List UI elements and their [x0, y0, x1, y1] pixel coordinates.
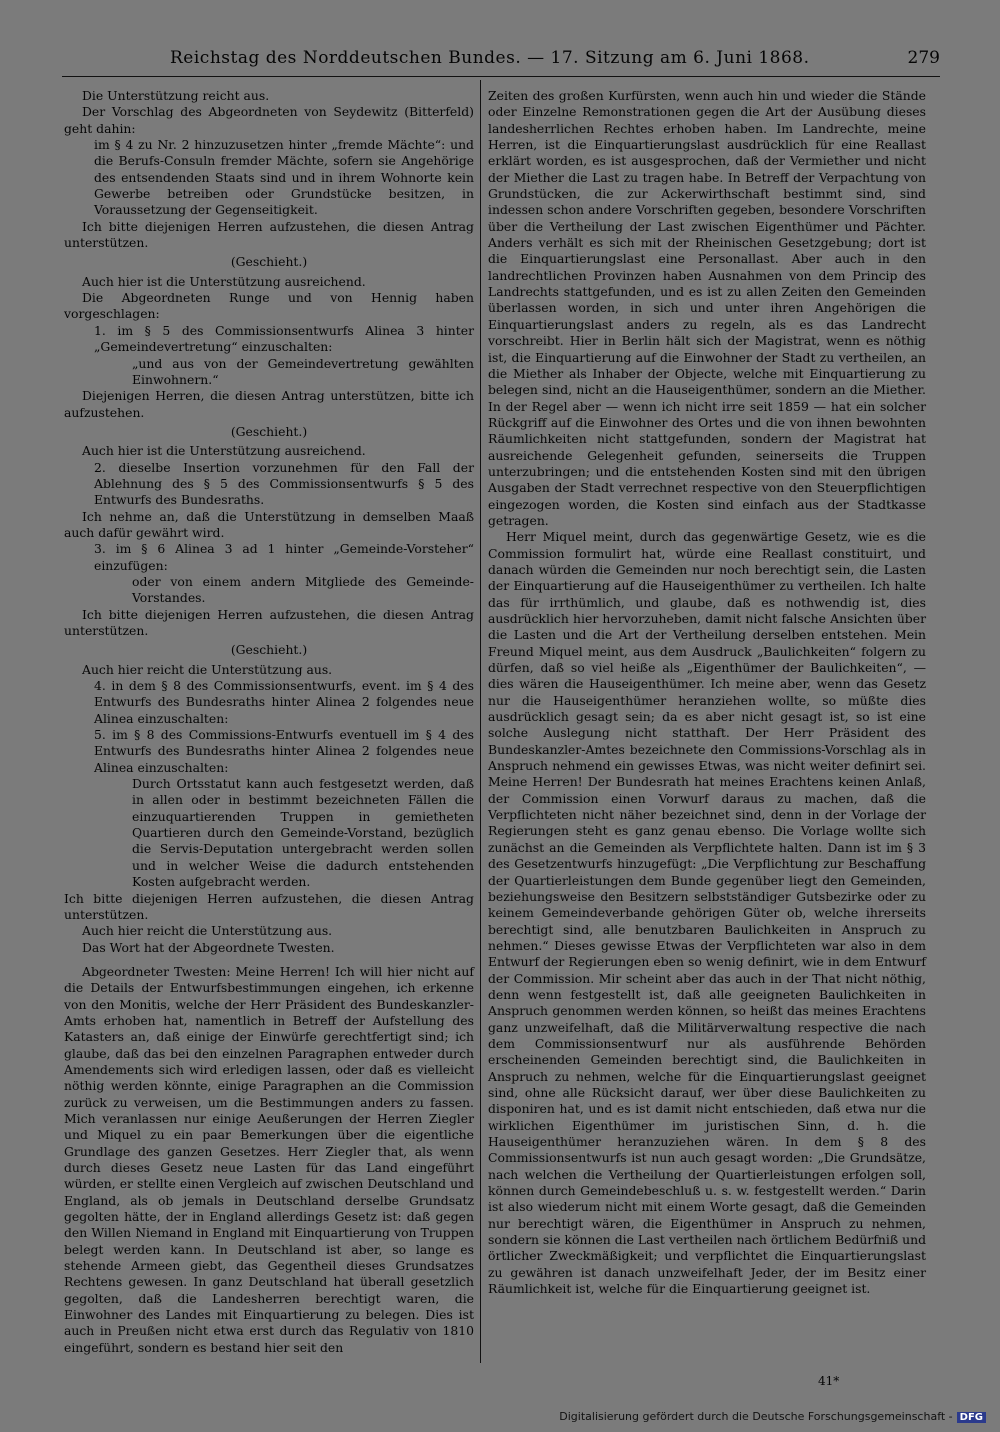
- header-rule: [62, 76, 940, 77]
- page-header: [60, 48, 940, 76]
- paragraph: Die Unterstützung reicht aus.: [82, 88, 270, 103]
- paragraph: (Geschieht.): [230, 423, 308, 439]
- paragraph: Durch Ortsstatut kann auch festgesetzt werden, daß in allen oder in bestimmt bezeichneten Fällen die einzuquartierenden Truppen in gemietheten Quartieren durch den Gemeinde-Vorstand, bezüglich die Servis-Deputation untergebracht werden sollen und in welcher Weise die dadurch entstehenden Kosten aufgebracht werden.: [132, 776, 474, 890]
- paragraph: oder von einem andern Mitgliede des Gemeinde-Vorstandes.: [132, 573, 474, 606]
- page-number: 279: [907, 48, 940, 68]
- paragraph: Herr Miquel meint, durch das gegenwärtige Gesetz, wie es die Commission formulirt hat, würde eine Reallast constituirt, und danach würden die Gemeinden nur noch berechtigt sein, die Lasten der Einquartierung auf die Hauseigenthümer zu vertheilen. Ich halte das für irrthümlich, und glaube, daß es nothwendig ist, dies ausdrücklich hier hervorzuheben, damit nicht falsche Ansichten über die Lasten und die Art der Vertheilung derselben entstehen. Mein Freund Miquel meint, aus dem Ausdruck „Baulichkeiten“ folgern zu dürfen, daß so viel heiße als „Eigenthümer der Baulichkeiten“, — dies wären die Hauseigenthümer. Ich meine aber, wenn das Gesetz nur die Hauseigenthümer heranziehen wollte, so müßte dies ausdrücklich gesagt sein; da es aber nicht gesagt ist, so ist eine solche Auslegung nicht statthaft. Der Herr Präsident des Bundeskanzler-Amtes bezeichnete den Commissions-Vorschlag als in Anspruch nehmend ein gewisses Etwas, was nicht weiter definirt sei. Meine Herren! Der Bundesrath hat meines Erachtens keinen Anlaß, der Commission einen Vorwurf daraus zu machen, daß die Verpflichteten nicht näher bezeichnet sind, denn in der Vorlage der Regierungen steht es ganz genau ebenso. Die Vorlage wollte sich zunächst an die Gemeinden als Verpflichtete halten. Dann ist im § 3 des Gesetzentwurfs hinzugefügt: „Die Verpflichtung zur Beschaffung der Quartierleistungen dem Bunde gegenüber liegt den Gemeinden, beziehungsweise den Besitzern selbstständiger Gutsbezirke oder zu keinem Gemeindeverbande gehörigen Güter ob, welche ihrerseits berechtigt sind, alle benutzbaren Baulichkeiten in Anspruch zu nehmen.“ Dieses gewisse Etwas der Verpflichteten war also in dem Entwurf der Regierungen eben so wenig definirt, wie in dem Entwurf der Commission. Mir scheint aber das auch in der That nicht nöthig, denn wenn festgestellt ist, daß alle geeigneten Baulichkeiten in Anspruch genommen werden können, so heißt das meines Erachtens ganz unzweifelhaft, daß die Militärverwaltung respective die nach dem Commissionsentwurf nur als ausführende Behörden erscheinenden Gemeinden berechtigt sind, die Baulichkeiten in Anspruch zu nehmen, welche für die Einquartierungslast geeignet sind, ohne alle Rücksicht darauf, wer über diese Baulichkeiten zu disponiren hat, und es ist damit nicht entschieden, daß etwa nur die wirklichen Eigenthümer im juristischen Sinn, d. h. die Hauseigenthümer heranzuziehen wären. In dem § 8 des Commissionsentwurfs ist nun auch gesagt worden: „Die Grundsätze, nach welchen die Vertheilung der Quartierleistungen erfolgen soll, können durch Gemeindebeschluß u. s. w. festgestellt werden.“ Darin ist also wiederum nicht mit einem Worte gesagt, daß die Gemeinden nur berechtigt wären, die Eigenthümer in Anspruch zu nehmen, sondern sie können die Last vertheilen nach örtlichem Bedürfniß und örtlicher Zweckmäßigkeit; und verpflichtet die Einquartierungslast zu gewähren ist danach unzweifelhaft Jeder, der im Besitz einer Räumlichkeit ist, welche für die Einquartierung geeignet ist.: [488, 529, 926, 1297]
- dfg-logo: DFG: [957, 1412, 986, 1423]
- paragraph: Auch hier reicht die Unterstützung aus.: [82, 923, 333, 939]
- footer-credit: [559, 1410, 986, 1423]
- paragraph: Das Wort hat der Abgeordnete Twesten.: [82, 939, 335, 955]
- paragraph: Auch hier ist die Unterstützung ausreichend.: [82, 443, 366, 459]
- paragraph: im § 4 zu Nr. 2 hinzuzusetzen hinter „fremde Mächte“: und die Berufs-Consuln fremder Mächte, sofern sie Angehörige des entsendenden Staats sind und in ihrem Wohnorte kein Gewerbe betreiben oder Grundstücke besitzen, in Voraussetzung der Gegenseitigkeit.: [94, 137, 474, 218]
- paragraph: „und aus von der Gemeindevertretung gewählten Einwohnern.“: [132, 355, 474, 387]
- paragraph: 3. im § 6 Alinea 3 ad 1 hinter „Gemeinde-Vorsteher“ einzufügen:: [94, 541, 474, 573]
- paragraph: (Geschieht.): [230, 642, 308, 658]
- paragraph: 5. im § 8 des Commissions-Entwurfs eventuell im § 4 des Entwurfs des Bundesraths hinter Alinea 2 folgendes neue Alinea einzuschalten:: [94, 727, 474, 775]
- footer-text: Digitalisierung gefördert durch die Deutsche Forschungsgemeinschaft -: [559, 1410, 953, 1423]
- paragraph: Abgeordneter Twesten: Meine Herren! Ich will hier nicht auf die Details der Entwurfsbestimmungen eingehen, ich erkenne von den Monitis, welche der Herr Präsident des Bundeskanzler-Amts erhoben hat, namentlich in Betreff der Aufstellung des Katasters an, daß einige der Einwürfe gerechtfertigt sind; ich glaube, daß das bei den einzelnen Paragraphen entweder durch Amendements sich wird erledigen lassen, oder daß es vielleicht nöthig werden könnte, einige Paragraphen an die Commission zurück zu verweisen, um die Bestimmungen anders zu fassen. Mich veranlassen nur einige Aeußerungen der Herren Ziegler und Miquel zu ein paar Bemerkungen über die eigentliche Grundlage des ganzen Gesetzes. Herr Ziegler that, als wenn durch dieses Gesetz neue Lasten für das Land eingeführt würden, er stellte einen Vergleich auf zwischen Deutschland und England, als ob jemals in Deutschland derselbe Grundsatz gegolten hätte, der in England allerdings Gesetz ist: daß gegen den Willen Niemand in England mit Einquartierung von Truppen belegt werden kann. In Deutschland ist aber, so lange es stehende Armeen giebt, das Gegentheil dieses Grundsatzes Rechtens gewesen. In ganz Deutschland hat überall gesetzlich gegolten, daß die Landesherren berechtigt waren, die Einwohner des Landes mit Einquartierung zu belegen. Dies ist auch in Preußen nicht etwa erst durch das Regulativ von 1810 eingeführt, sondern es bestand hier seit den: [64, 963, 474, 1355]
- paragraph: 4. in dem § 8 des Commissionsentwurfs, event. im § 4 des Entwurfs des Bundesraths hinter Alinea 2 folgendes neue Alinea einzuschalten:: [94, 678, 474, 726]
- paragraph: Die Abgeordneten Runge und von Hennig haben vorgeschlagen:: [64, 290, 474, 322]
- running-title: Reichstag des Norddeutschen Bundes. — 17. Sitzung am 6. Juni 1868.: [170, 48, 810, 68]
- paragraph: Der Vorschlag des Abgeordneten von Seydewitz (Bitterfeld) geht dahin:: [64, 104, 474, 136]
- signature-mark: 41*: [818, 1374, 840, 1388]
- right-column: [488, 88, 926, 1297]
- paragraph: Zeiten des großen Kurfürsten, wenn auch hin und wieder die Stände oder Einzelne Remonstrationen gegen die Art der Ausübung dieses landesherrlichen Rechtes erhoben haben. Im Landrechte, meine Herren, ist die Einquartierungslast ausdrücklich für eine Reallast erklärt worden, es ist ausgesprochen, daß der Vermiether und nicht der Miether die Last zu tragen habe. In Betreff der Verpachtung von Grundstücken, die zur Ackerwirthschaft bestimmt sind, sind indessen schon andere Vorschriften gegeben, besondere Vorschriften über die Vertheilung der Last zwischen Eigenthümer und Pächter. Anders verhält es sich mit der Rheinischen Gesetzgebung; dort ist die Einquartierungslast eine Personallast. Aber auch in den landrechtlichen Provinzen haben Ausnahmen von dem Princip des Landrechts stattgefunden, und es ist zu allen Zeiten den Gemeinden überlassen worden, in sich und unter ihren Angehörigen die Einquartierungslast anders zu regeln, als es das Landrecht vorschreibt. Hier in Berlin hält sich der Magistrat, wenn es nöthig ist, die Einquartierung auf die Einwohner der Stadt zu vertheilen, an die Miether als Inhaber der Objecte, welche mit Einquartierung zu belegen sind, nicht an die Hauseigenthümer, sondern an die Miether. In der Regel aber — wenn ich nicht irre seit 1859 — hat ein solcher Rückgriff auf die Einwohner des Ortes und die von ihnen bewohnten Räumlichkeiten nicht stattgefunden, sondern der Magistrat hat ausreichende Gelegenheit gefunden, seinerseits die Truppen unterzubringen; und die entstehenden Kosten sind mit den übrigen Ausgaben der Stadt verrechnet respective von den Steuerpflichtigen eingezogen worden, die Kosten sind einfach aus der Stadtkasse getragen.: [488, 88, 926, 528]
- paragraph: Ich nehme an, daß die Unterstützung in demselben Maaß auch dafür gewährt wird.: [64, 508, 474, 540]
- paragraph: Ich bitte diejenigen Herren aufzustehen, die diesen Antrag unterstützen.: [64, 218, 474, 251]
- paragraph: Auch hier ist die Unterstützung ausreichend.: [82, 273, 366, 289]
- paragraph: 2. dieselbe Insertion vorzunehmen für den Fall der Ablehnung des § 5 des Commissionsentwurfs § 5 des Entwurfs des Bundesraths.: [94, 459, 474, 508]
- left-column: [64, 88, 474, 1356]
- paragraph: Ich bitte diejenigen Herren aufzustehen, die diesen Antrag unterstützen.: [64, 606, 474, 638]
- paragraph: Diejenigen Herren, die diesen Antrag unterstützen, bitte ich aufzustehen.: [64, 388, 474, 420]
- column-divider: [480, 80, 481, 1363]
- paragraph: [64, 956, 474, 964]
- paragraph: (Geschieht.): [230, 254, 308, 270]
- paragraph: Auch hier reicht die Unterstützung aus.: [82, 661, 333, 677]
- paragraph: 1. im § 5 des Commissionsentwurfs Alinea 3 hinter „Gemeindevertretung“ einzuschalten:: [94, 322, 474, 355]
- paragraph: Ich bitte diejenigen Herren aufzustehen, die diesen Antrag unterstützen.: [64, 890, 474, 922]
